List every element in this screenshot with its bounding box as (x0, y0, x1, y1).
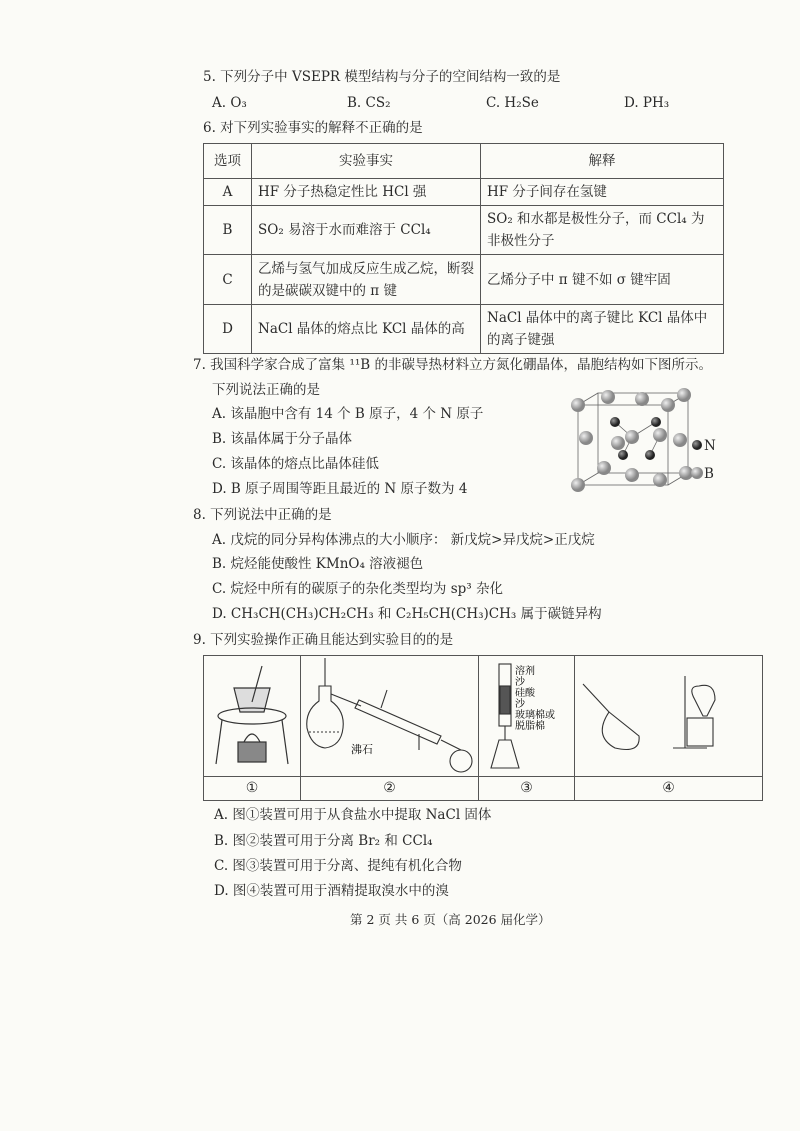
silica-label: 硅酸 (515, 688, 535, 699)
q8-option-c: C. 烷烃中所有的碳原子的杂化类型均为 sp³ 杂化 (212, 581, 503, 597)
row-fact: NaCl 晶体的熔点比 KCl 晶体的高 (252, 305, 481, 354)
figure-label-2: ② (301, 776, 478, 800)
figure-label-1: ① (204, 776, 300, 800)
q5-option-b: B. CS₂ (347, 95, 391, 111)
q7-option-a: A. 该晶胞中含有 14 个 B 原子，4 个 N 原子 (212, 406, 484, 422)
column-chromatography-icon (479, 656, 575, 778)
boiling-chip-label: 沸石 (351, 743, 373, 756)
row-option: D (204, 305, 252, 354)
q9-option-d: D. 图④装置可用于酒精提取溴水中的溴 (214, 883, 449, 899)
row-option: B (204, 206, 252, 255)
row-fact: HF 分子热稳定性比 HCl 强 (252, 179, 481, 206)
table-row (204, 305, 724, 354)
q7-sub: 下列说法正确的是 (212, 382, 320, 398)
distillation-apparatus-icon (301, 656, 479, 778)
legend-b: B (704, 466, 714, 482)
row-option: C (204, 255, 252, 305)
q7-option-b: B. 该晶体属于分子晶体 (212, 431, 353, 447)
solvent-label: 溶剂 (515, 666, 535, 677)
figure-3 (479, 656, 575, 800)
q8-option-a: A. 戊烷的同分异构体沸点的大小顺序： 新戊烷>异戊烷>正戊烷 (212, 532, 595, 548)
q8-option-b: B. 烷烃能使酸性 KMnO₄ 溶液褪色 (212, 556, 424, 572)
q7-option-c: C. 该晶体的熔点比晶体硅低 (212, 456, 379, 472)
figure-4 (575, 656, 762, 800)
table-row (204, 206, 724, 255)
q6-header-option: 选项 (204, 144, 252, 179)
q9-option-a: A. 图①装置可用于从食盐水中提取 NaCl 固体 (214, 807, 492, 823)
sand-label-2: 沙 (515, 699, 525, 710)
separatory-funnel-icon (575, 656, 762, 778)
n-atom-legend-icon (692, 440, 702, 450)
q9-option-b: B. 图②装置可用于分离 Br₂ 和 CCl₄ (214, 833, 433, 849)
figure-label-4: ④ (575, 776, 762, 800)
q9-apparatus-figure (203, 655, 763, 801)
q7-stem: 7. 我国科学家合成了富集 ¹¹B 的非碳导热材料立方氮化硼晶体，晶胞结构如下图所示。 (193, 357, 712, 373)
q9-option-c: C. 图③装置可用于分离、提纯有机化合物 (214, 858, 462, 874)
table-row (204, 255, 724, 305)
b-atom-legend-icon (691, 467, 703, 479)
cotton-label: 脱脂棉 (515, 721, 545, 732)
figure-2 (301, 656, 479, 800)
row-explanation: NaCl 晶体中的离子键比 KCl 晶体中的离子键强 (481, 305, 724, 354)
evaporation-dish-icon (204, 656, 301, 778)
figure-1 (204, 656, 301, 800)
q7-option-d: D. B 原子周围等距且最近的 N 原子数为 4 (212, 481, 468, 497)
row-explanation: SO₂ 和水都是极性分子，而 CCl₄ 为非极性分子 (481, 206, 724, 255)
row-explanation: 乙烯分子中 π 键不如 σ 键牢固 (481, 255, 724, 305)
q9-stem: 9. 下列实验操作正确且能达到实验目的的是 (193, 632, 454, 648)
row-option: A (204, 179, 252, 206)
legend-n: N (704, 438, 716, 454)
q8-option-d: D. CH₃CH(CH₃)CH₂CH₃ 和 C₂H₅CH(CH₃)CH₃ 属于碳链异构 (212, 606, 602, 622)
q5-option-d: D. PH₃ (624, 95, 670, 111)
q6-stem: 6. 对下列实验事实的解释不正确的是 (203, 120, 423, 136)
q6-header-fact: 实验事实 (252, 144, 481, 179)
q5-option-c: C. H₂Se (486, 95, 539, 111)
page-footer: 第 2 页 共 6 页（高 2026 届化学） (350, 912, 551, 927)
q6-table (203, 143, 724, 354)
glass-wool-label: 玻璃棉或 (515, 710, 555, 721)
row-explanation: HF 分子间存在氢键 (481, 179, 724, 206)
q6-header-explanation: 解释 (481, 144, 724, 179)
figure-label-3: ③ (479, 776, 574, 800)
q8-stem: 8. 下列说法中正确的是 (193, 507, 332, 523)
sand-label: 沙 (515, 677, 525, 688)
q5-stem: 5. 下列分子中 VSEPR 模型结构与分子的空间结构一致的是 (203, 69, 561, 85)
row-fact: 乙烯与氢气加成反应生成乙烷，断裂的是碳碳双键中的 π 键 (252, 255, 481, 305)
row-fact: SO₂ 易溶于水而难溶于 CCl₄ (252, 206, 481, 255)
q5-option-a: A. O₃ (212, 95, 247, 111)
table-row (204, 179, 724, 206)
